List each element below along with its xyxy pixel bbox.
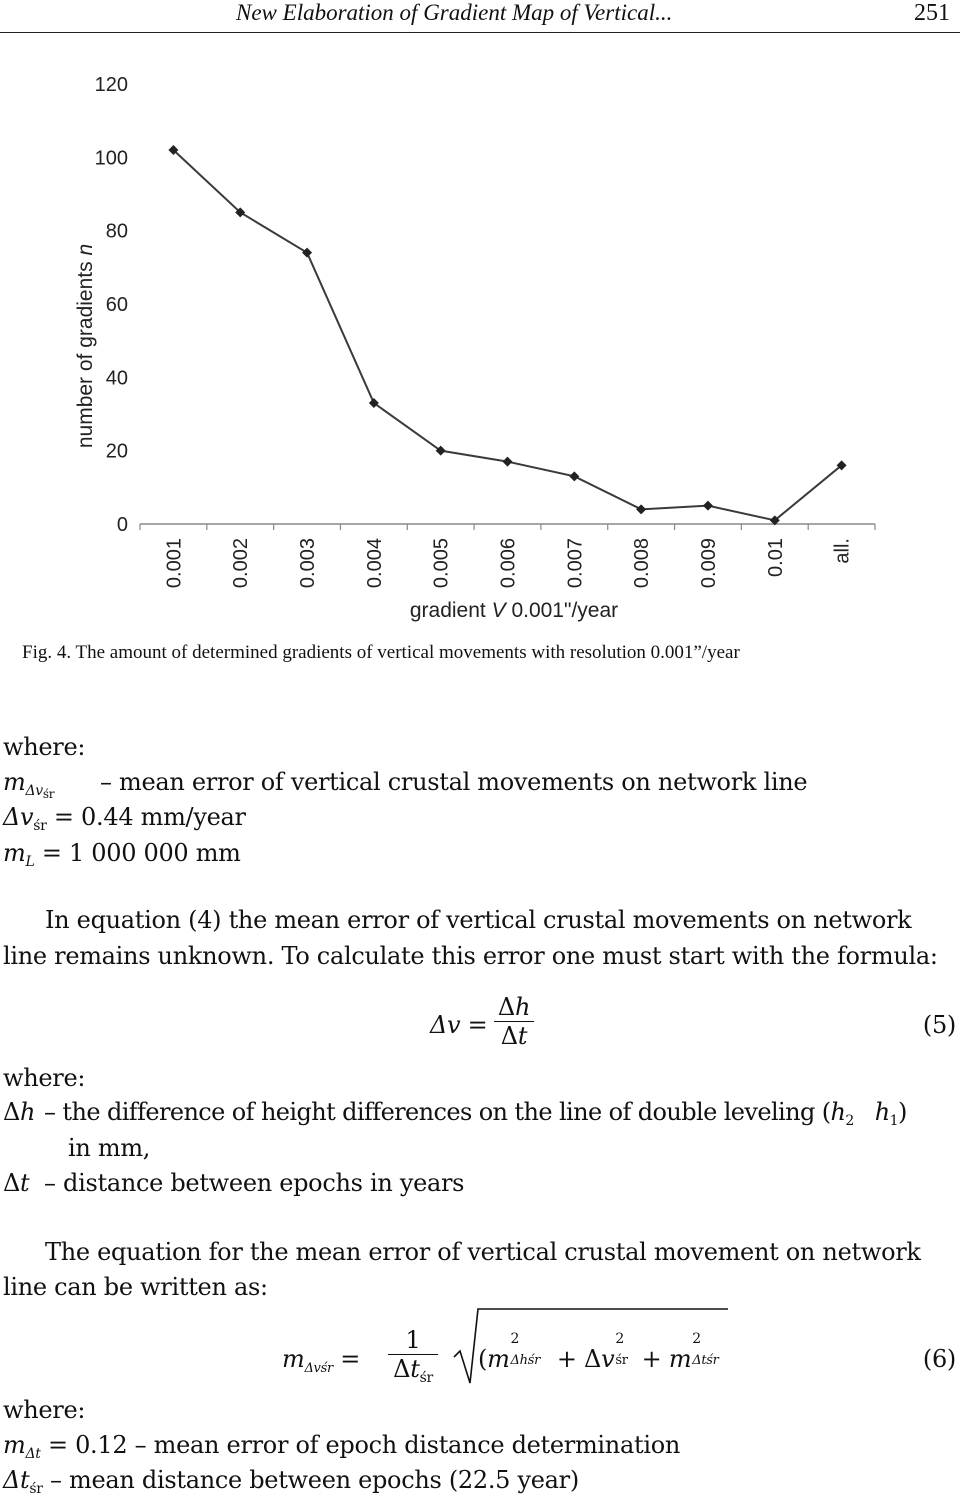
eq6-radicand: (m 2 Δhśr + Δv 2 śr + m 2 Δtśr (478, 1331, 719, 1373)
def-dt-mean: $\Delta t_{śr}$ – mean distance between epochs (22.5 year) (3, 1466, 579, 1497)
def-m-dv-desc: – mean error of vertical crustal movements on network line (100, 768, 808, 796)
where-label-3: where: (3, 1396, 86, 1424)
eq6-label: (6) (922, 1345, 956, 1373)
y-axis-label: number of gradients n (74, 243, 97, 449)
paragraph-1-line-2: line remains unknown. To calculate this error one must start with the formula: (3, 942, 938, 970)
x-axis-tick-labels (163, 538, 853, 588)
y-tick-label: 20 (105, 440, 128, 463)
eq5-fraction (494, 993, 534, 1050)
symbol-dt: t (20, 1169, 30, 1197)
x-tick-label: 0.002 (230, 538, 253, 589)
def-dt: Δt (3, 1169, 30, 1197)
y-tick-label: 80 (105, 220, 128, 243)
def-mt: $m_{\Delta t} = 0.12$ – mean error of epoch distance determination (3, 1431, 680, 1462)
eq6-lhs: $m_{\Delta vśr}$ = (282, 1345, 361, 1376)
symbol-m-sub: Δv (25, 783, 43, 799)
symbol-ml-sub: L (25, 854, 35, 870)
symbol-ml: m (3, 839, 26, 867)
def-ml (3, 839, 241, 870)
x-axis-label: gradient V 0.001"/year (409, 599, 619, 622)
x-tick-label: 0.008 (631, 538, 654, 589)
def-mt-desc: = 0.12 – mean error of epoch distance determination (47, 1431, 680, 1459)
eq6-fraction (388, 1326, 438, 1386)
x-tick-label: 0.009 (697, 538, 720, 589)
x-tick-label: 0.006 (497, 538, 520, 589)
symbol-m-sub2: śr (42, 787, 55, 801)
where-label-1: where: (3, 733, 86, 761)
figure-caption: Fig. 4. The amount of determined gradients of vertical movements with resolution 0.001”/year (22, 642, 740, 663)
page-number: 251 (914, 0, 950, 26)
paragraph-2-line-1: The equation for the mean error of vertical crustal movement on network (45, 1238, 921, 1266)
eq6-denominator: $\Delta t_{śr}$ (388, 1354, 438, 1386)
def-dt-desc: – distance between epochs in years (44, 1169, 465, 1197)
eq5-fraction-bar: Δt (494, 1021, 534, 1050)
gradient-count-chart (0, 60, 960, 630)
def-dv (3, 803, 246, 834)
y-tick-label: 100 (94, 147, 128, 170)
y-tick-label: 0 (116, 514, 128, 536)
running-header (0, 0, 960, 33)
y-tick-label: 60 (105, 294, 128, 316)
def-dh-text: – the difference of height differences on the line of double leveling ( (44, 1098, 831, 1126)
x-tick-label: 0.003 (297, 538, 320, 589)
x-tick-label: 0.007 (564, 538, 587, 589)
def-dh-line-2: in mm, (68, 1134, 151, 1162)
paragraph-2-line-2: line can be written as: (3, 1273, 268, 1301)
symbol-dv: Δv (3, 803, 34, 831)
y-tick-label: 40 (105, 367, 128, 390)
symbol-dh: h (20, 1098, 36, 1126)
def-m-dv (3, 768, 54, 801)
y-tick-label: 120 (94, 74, 128, 96)
y-axis-ticks (95, 74, 128, 536)
eq6-numerator: 1 (405, 1326, 421, 1354)
value-ml: = 1 000 000 mm (41, 839, 241, 867)
symbol-dv-sub: śr (33, 818, 47, 834)
x-tick-label: 0.004 (363, 538, 386, 589)
value-dv: = 0.44 mm/year (53, 803, 246, 831)
x-tick-label: all. (831, 538, 854, 564)
x-tick-label: 0.005 (430, 538, 453, 589)
x-tick-label: 0.01 (764, 538, 787, 577)
eq5-lhs: Δv = (430, 1011, 488, 1039)
def-dt-mean-desc: – mean distance between epochs (22.5 year) (50, 1466, 579, 1494)
eq5-numerator: Δh (497, 993, 531, 1021)
symbol-m: m (3, 768, 26, 796)
where-label-2: where: (3, 1064, 86, 1092)
x-tick-label: 0.001 (163, 538, 186, 589)
def-dh: Δh (3, 1098, 36, 1126)
paragraph-1-line-1: In equation (4) the mean error of vertical crustal movements on network (45, 906, 912, 934)
x-axis (140, 524, 875, 530)
def-dh-desc: – the difference of height differences on the line of double leveling ($h_2$ $h_1$) (44, 1098, 907, 1129)
eq5-label: (5) (922, 1011, 956, 1039)
running-title: New Elaboration of Gradient Map of Vertical... (236, 0, 673, 25)
